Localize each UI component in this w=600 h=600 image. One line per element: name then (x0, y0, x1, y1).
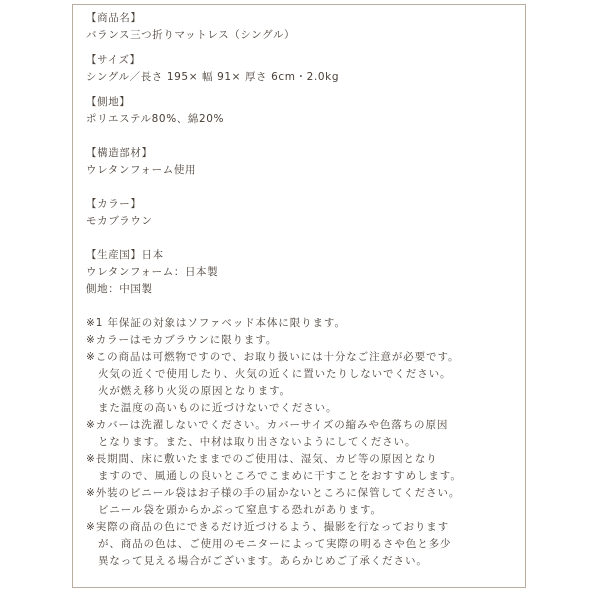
product-name-label: 【商品名】 (86, 12, 142, 24)
fabric-label: 【側地】 (86, 96, 131, 108)
note-line: ビニール袋を頭からかぶって窒息する恐れがあります。 (98, 504, 382, 516)
note-line: 異なって見える場合がございます。あらかじめご了承ください。 (98, 555, 428, 567)
fabric-value: ポリエステル80%、綿20% (86, 113, 225, 125)
structure-label: 【構造部材】 (86, 147, 153, 159)
origin-label: 【生産国】日本 (86, 249, 164, 261)
structure-value: ウレタンフォーム使用 (86, 164, 197, 176)
note-line: ※長期間、床に敷いたままでのご使用は、湿気、カビ等の原因となり (86, 453, 438, 465)
origin-line: 側地：中国製 (86, 283, 153, 295)
note-line: ※実際の商品の色にできるだけ近づけるよう、撮影を行なっております (86, 521, 450, 533)
note-line: 火が燃え移り火災の原因となります。 (98, 385, 291, 397)
note-line: ますので、風通しの良いところでこまめに干すことをおすすめします。 (98, 470, 462, 482)
origin-line: ウレタンフォーム：日本製 (86, 266, 219, 278)
note-line: ※カラーはモカブラウンに限ります。 (86, 334, 278, 346)
note-line: また温度の高いものに近づけないでください。 (98, 402, 338, 414)
color-value: モカブラウン (86, 215, 153, 227)
note-line: が、商品の色は、ご使用のモニターによって実際の明るさや色と多少 (98, 538, 452, 550)
note-line: となります。また、中材は取り出さないようにしてください。 (98, 436, 417, 448)
note-line: ※カバーは洗濯しないでください。カバーサイズの縮みや色落ちの原因 (86, 419, 449, 431)
note-line: ※1 年保証の対象はソファベッド本体に限ります。 (86, 317, 346, 329)
spec-frame (72, 4, 526, 588)
size-label: 【サイズ】 (86, 54, 141, 66)
product-name-value: バランス三つ折りマットレス（シングル） (86, 29, 296, 41)
color-label: 【カラー】 (86, 198, 142, 210)
note-line: ※この商品は可燃物ですので、お取り扱いには十分なご注意が必要です。 (86, 351, 460, 363)
size-value: シングル／長さ 195× 幅 91× 厚さ 6cm・2.0kg (86, 71, 340, 83)
note-line: ※外装のビニール袋はお子様の手の届かないところに保管してください。 (86, 487, 461, 499)
note-line: 火気の近くで使用したり、火気の近くに置いたりしないでください。 (98, 368, 452, 380)
